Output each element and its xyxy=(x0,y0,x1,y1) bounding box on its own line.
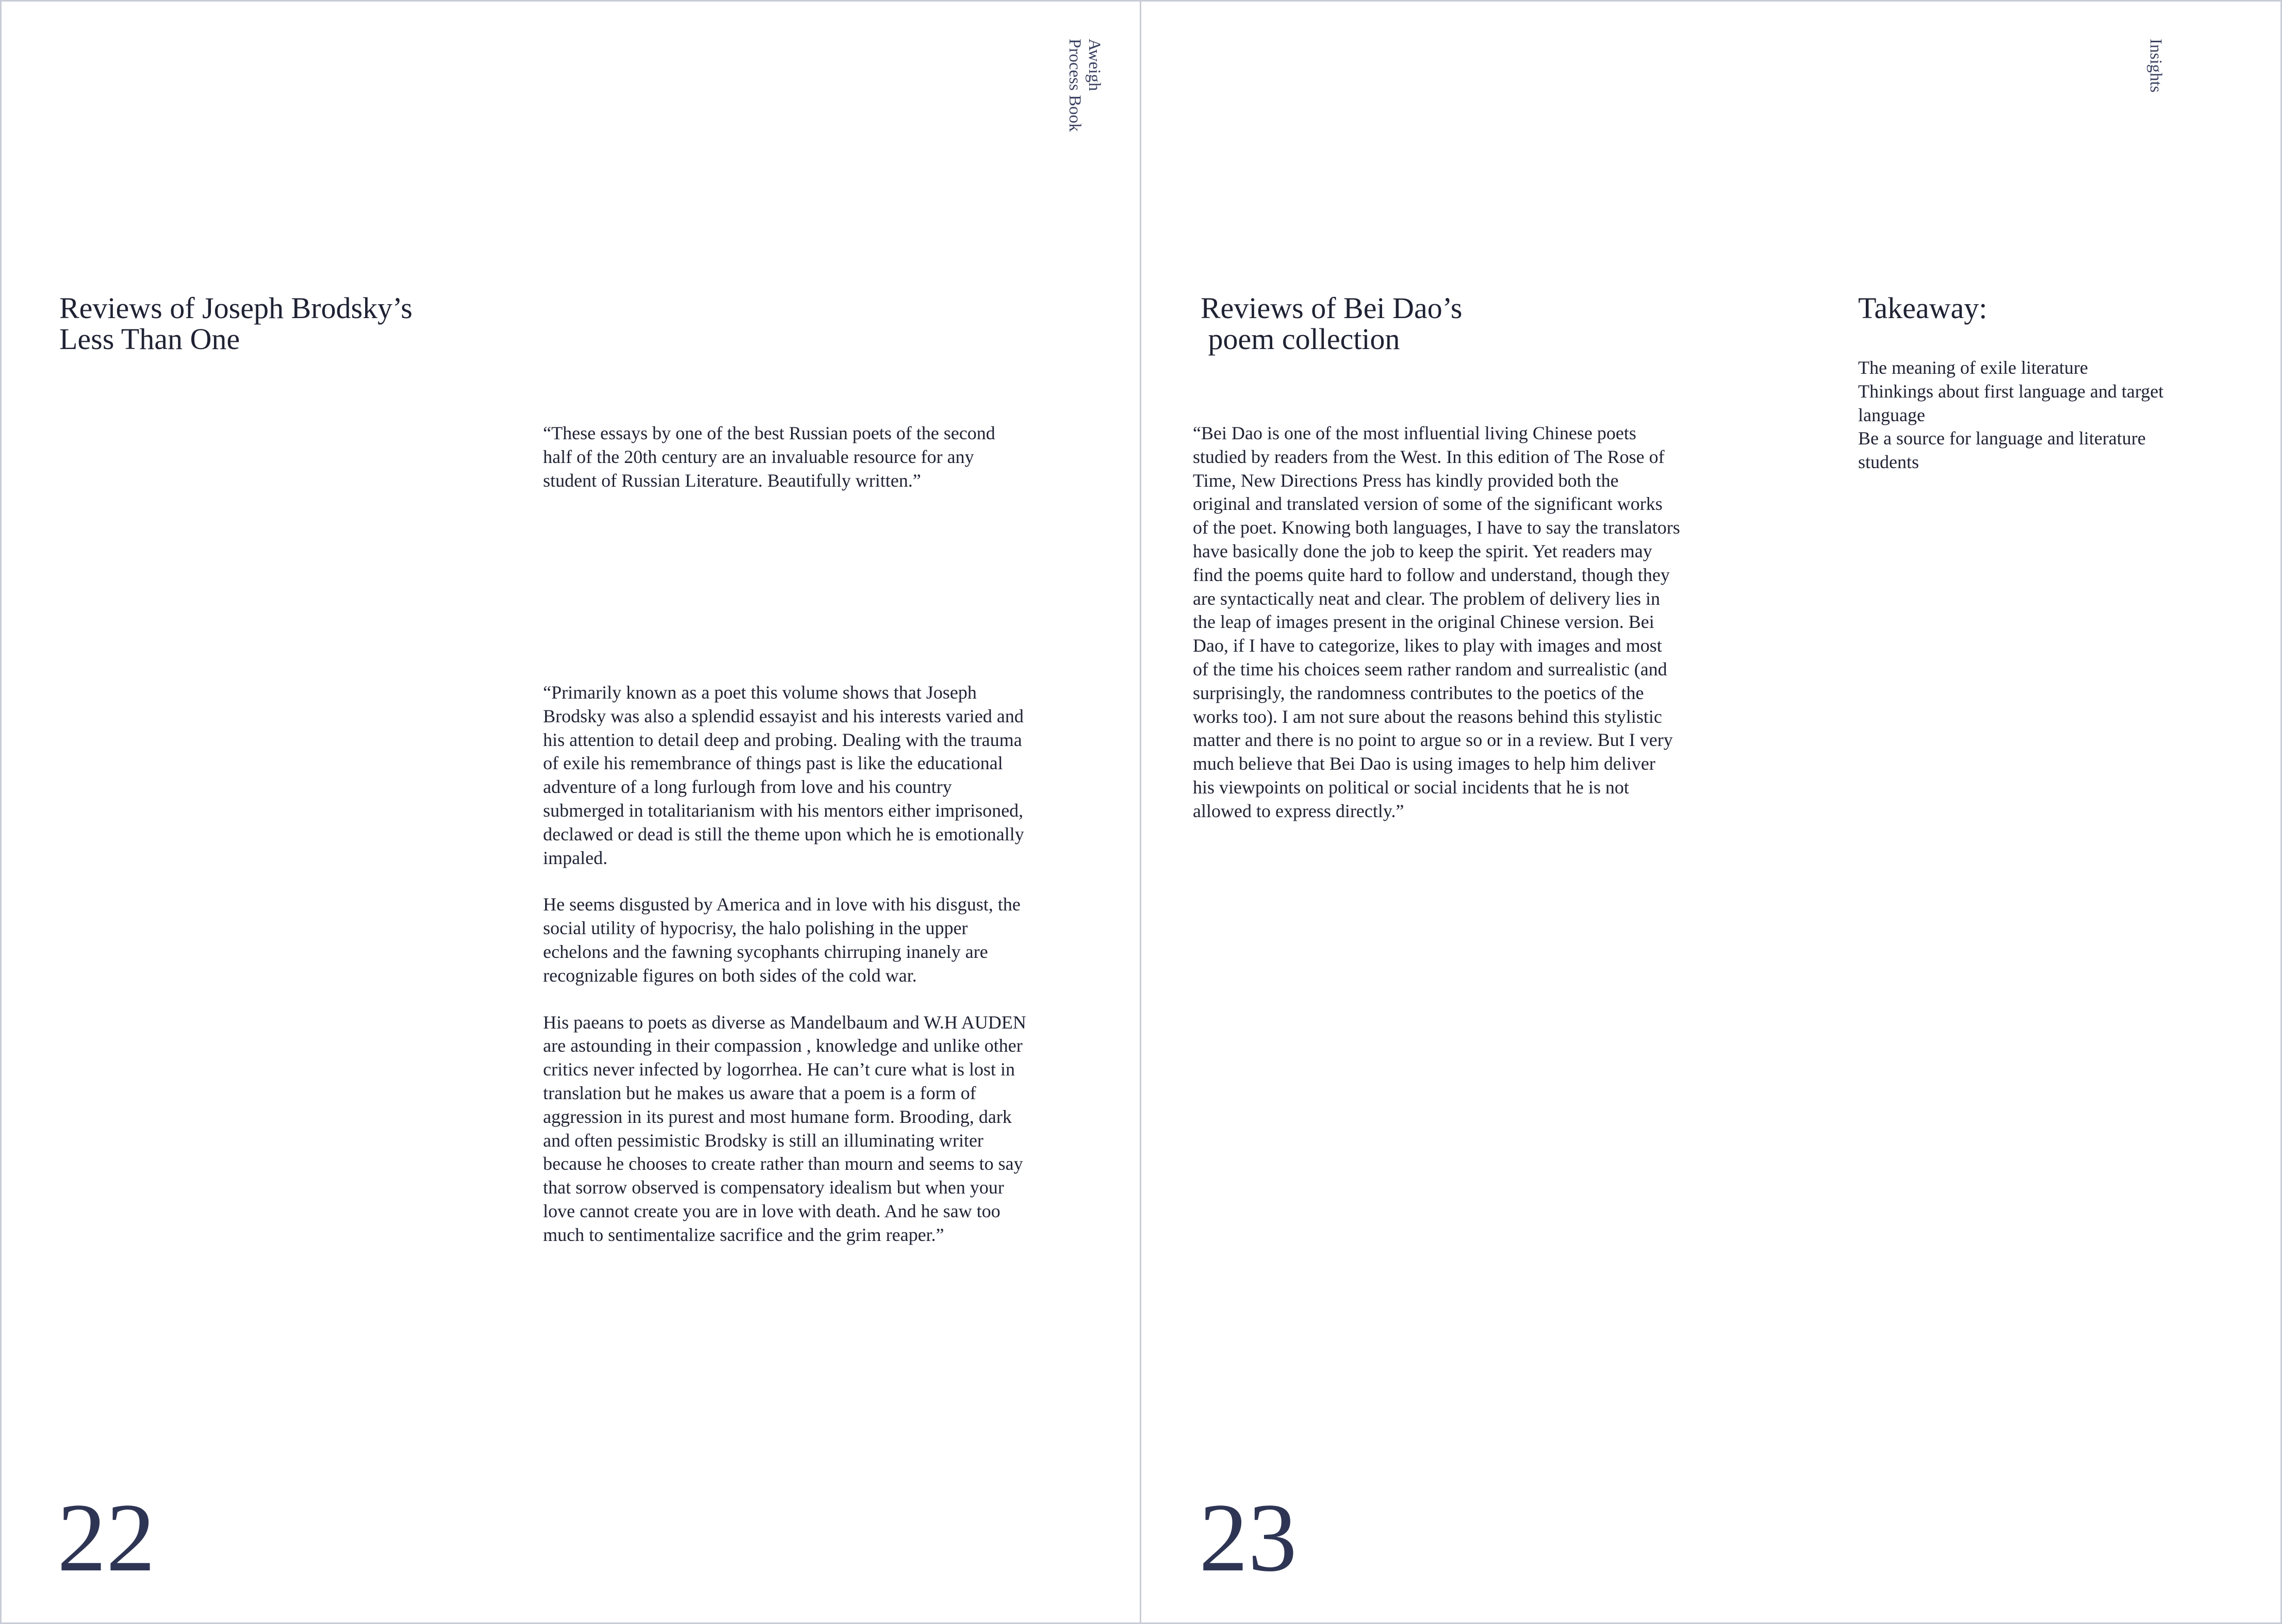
brodsky-review-quote-2 xyxy=(543,681,1028,1247)
running-head-line-2: Process Book xyxy=(1065,39,1084,132)
quote-paragraph-2: He seems disgusted by America and in love with his disgust, the social utility of hypocrisy, the halo polishing in the upper echelons and the fawning sycophants chirruping inanely are recognizable figures on both sides of the cold war. xyxy=(543,894,1021,986)
bei-dao-review-quote xyxy=(1193,422,1680,823)
takeaway-heading: Takeaway: xyxy=(1858,291,1988,325)
quote-paragraph-1: “Primarily known as a poet this volume shows that Joseph Brodsky was also a splendid essayist and his interests varied and his attention to detail deep and probing. Dealing with the trauma of exile his remembrance of things past is like the educational adventure of a long furlough from love and his country submerged in totalitarianism with his mentors either imprisoned, declawed or dead is still the theme upon which he is emotionally impaled. xyxy=(543,682,1024,868)
running-head-line-1: Aweigh xyxy=(1085,39,1104,91)
title-line-2: poem collection xyxy=(1201,322,1400,356)
quote-paragraph-3: His paeans to poets as diverse as Mandelbaum and W.H AUDEN are astounding in their compassion , knowledge and unlike other critics never infected by logorrhea. He can’t cure what is lost in translation but he makes us aware that a poem is a form of aggression in its purest and most humane form. Brooding, dark and often pessimistic Brodsky is still an illuminating writer because he chooses to create rather than mourn and seems to say that sorrow observed is compensatory idealism but when your love cannot create you are in love with death. And he saw too much to sentimentalize sacrifice and the grim reaper.” xyxy=(543,1012,1026,1245)
brodsky-reviews-title xyxy=(59,293,472,355)
running-head-left xyxy=(1065,39,1104,132)
takeaway-item: Thinkings about first language and target language xyxy=(1858,380,2164,425)
takeaway-item: Be a source for language and literature students xyxy=(1858,428,2146,473)
page-number-right: 23 xyxy=(1199,1484,1297,1592)
quote-paragraph: “These essays by one of the best Russian poets of the second half of the 20th century are an invaluable resource for any student of Russian Literature. Beautifully written.” xyxy=(543,423,995,491)
title-line-2: Less Than One xyxy=(59,322,240,356)
page-number-left: 22 xyxy=(57,1484,155,1592)
takeaway-list xyxy=(1858,356,2168,474)
title-line-1: Reviews of Bei Dao’s xyxy=(1201,291,1463,325)
right-page xyxy=(1140,0,2282,1624)
running-head-line-1: Insights xyxy=(2146,39,2165,93)
running-head-right xyxy=(2146,39,2165,93)
title-line-1: Reviews of Joseph Brodsky’s xyxy=(59,291,413,325)
bei-dao-reviews-title xyxy=(1201,293,1613,355)
quote-paragraph: “Bei Dao is one of the most influential living Chinese poets studied by readers from the West. In this edition of The Rose of Time, New Directions Press has kindly provided both the original and translated version of some of the significant works of the poet. Knowing both languages, I have to say the translators have basically done the job to keep the spirit. Yet readers may find the poems quite hard to follow and understand, though they are syntactically neat and clear. The problem of delivery lies in the leap of images present in the original Chinese version. Bei Dao, if I have to categorize, likes to play with images and most of the time his choices seem rather random and surrealistic (and surprisingly, the randomness contributes to the poetics of the works too). I am not sure about the reasons behind this stylistic matter and there is no point to argue so or in a review. But I very much believe that Bei Dao is using images to help him deliver his viewpoints on political or social incidents that he is not allowed to express directly.” xyxy=(1193,423,1680,821)
brodsky-review-quote-1 xyxy=(543,422,1028,492)
takeaway-item: The meaning of exile literature xyxy=(1858,357,2088,378)
